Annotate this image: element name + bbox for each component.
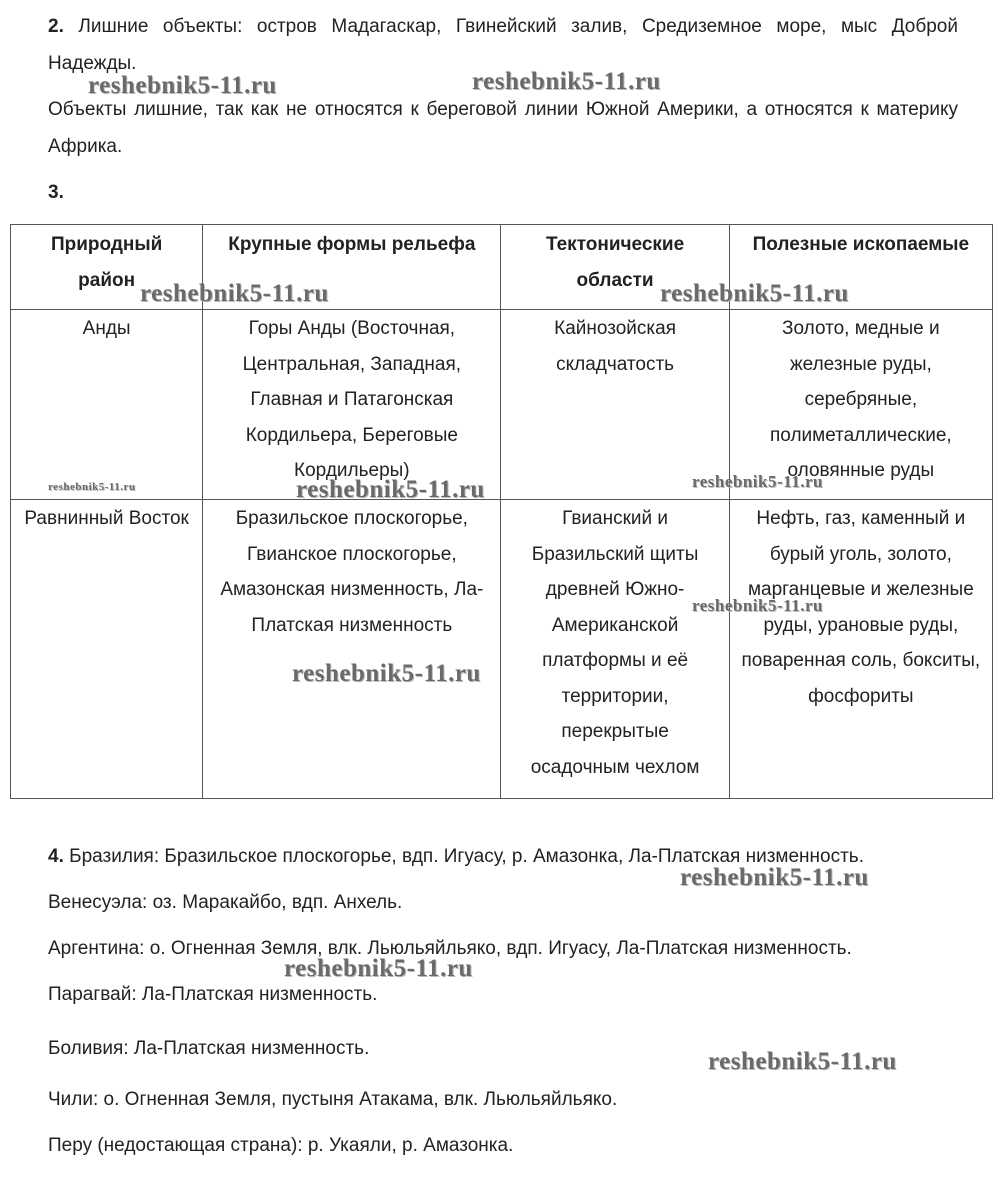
q4-item-argentina — [48, 930, 958, 967]
cell-minerals: Нефть, газ, каменный и бурый уголь, золото, марганцевые и железные руды, урановые руды, поваренная соль, бокситы, фосфориты — [729, 500, 992, 799]
q4-text: о. Огненная Земля, влк. Льюльяйльяко, вдп. Игуасу, Ла-Платская низменность. — [149, 938, 852, 959]
q4-text: оз. Маракайбо, вдп. Анхель. — [152, 892, 403, 913]
watermark: reshebnik5-11.ru — [296, 476, 485, 503]
watermark: reshebnik5-11.ru — [140, 280, 329, 307]
q4-label: Венесуэла: — [48, 892, 148, 913]
header-tectonic-areas: Тектонические области — [501, 225, 729, 310]
cell-tectonic: Гвианский и Бразильский щиты древней Южно-Американской платформы и её территории, перекрытые осадочным чехлом — [501, 500, 729, 799]
q4-number: 4. — [48, 846, 64, 867]
q4-item-peru — [48, 1127, 958, 1164]
watermark: reshebnik5-11.ru — [284, 955, 473, 982]
watermark: reshebnik5-11.ru — [472, 68, 661, 95]
table-row — [11, 500, 993, 799]
q2-paragraph-2: Объекты лишние, так как не относятся к береговой линии Южной Америки, а относятся к материку Африка. — [48, 99, 958, 157]
q4-text: Бразильское плоскогорье, вдп. Игуасу, р. Амазонка, Ла-Платская низменность. — [164, 846, 864, 867]
watermark: reshebnik5-11.ru — [692, 472, 823, 491]
cell-minerals: Золото, медные и железные руды, серебряные, полиметаллические, оловянные руды — [729, 310, 992, 500]
header-landforms: Крупные формы рельефа — [203, 225, 501, 310]
q3-number: 3. — [48, 182, 64, 203]
q2-line-1: Лишние объекты: остров Мадагаскар, Гвинейский залив, Средиземное море, мыс Доброй Надежды. — [48, 16, 958, 74]
watermark: reshebnik5-11.ru — [48, 481, 136, 493]
q4-label: Боливия: — [48, 1038, 129, 1059]
cell-tectonic: Кайнозойская складчатость — [501, 310, 729, 500]
q4-text: Ла-Платская низменность. — [141, 984, 378, 1005]
relief-table — [10, 224, 993, 799]
table-row — [11, 310, 993, 500]
cell-region: Анды — [11, 310, 203, 500]
cell-landforms: Горы Анды (Восточная, Центральная, Западная, Главная и Патагонская Кордильера, Береговые Кордильеры) — [203, 310, 501, 500]
q4-label: Аргентина: — [48, 938, 145, 959]
q4-label: Бразилия: — [69, 846, 160, 867]
header-minerals: Полезные ископаемые — [729, 225, 992, 310]
watermark: reshebnik5-11.ru — [292, 660, 481, 687]
cell-region: Равнинный Восток — [11, 500, 203, 799]
watermark: reshebnik5-11.ru — [88, 72, 277, 99]
watermark: reshebnik5-11.ru — [680, 864, 869, 891]
watermark: reshebnik5-11.ru — [708, 1048, 897, 1075]
q4-label: Чили: — [48, 1089, 99, 1110]
q2-number: 2. — [48, 16, 64, 37]
q4-label: Парагвай: — [48, 984, 137, 1005]
q4-text: Ла-Платская низменность. — [133, 1038, 370, 1059]
q4-text: р. Укаяли, р. Амазонка. — [307, 1135, 514, 1156]
watermark: reshebnik5-11.ru — [692, 596, 823, 615]
cell-landforms: Бразильское плоскогорье, Гвианское плоскогорье, Амазонская низменность, Ла-Платская низменность — [203, 500, 501, 799]
q4-item-paraguay — [48, 976, 958, 1013]
q4-item-chile — [48, 1081, 958, 1118]
watermark: reshebnik5-11.ru — [660, 280, 849, 307]
q4-text: о. Огненная Земля, пустыня Атакама, влк. Льюльяйльяко. — [103, 1089, 618, 1110]
header-natural-region: Природный район — [11, 225, 203, 310]
q4-label: Перу (недостающая страна): — [48, 1135, 303, 1156]
